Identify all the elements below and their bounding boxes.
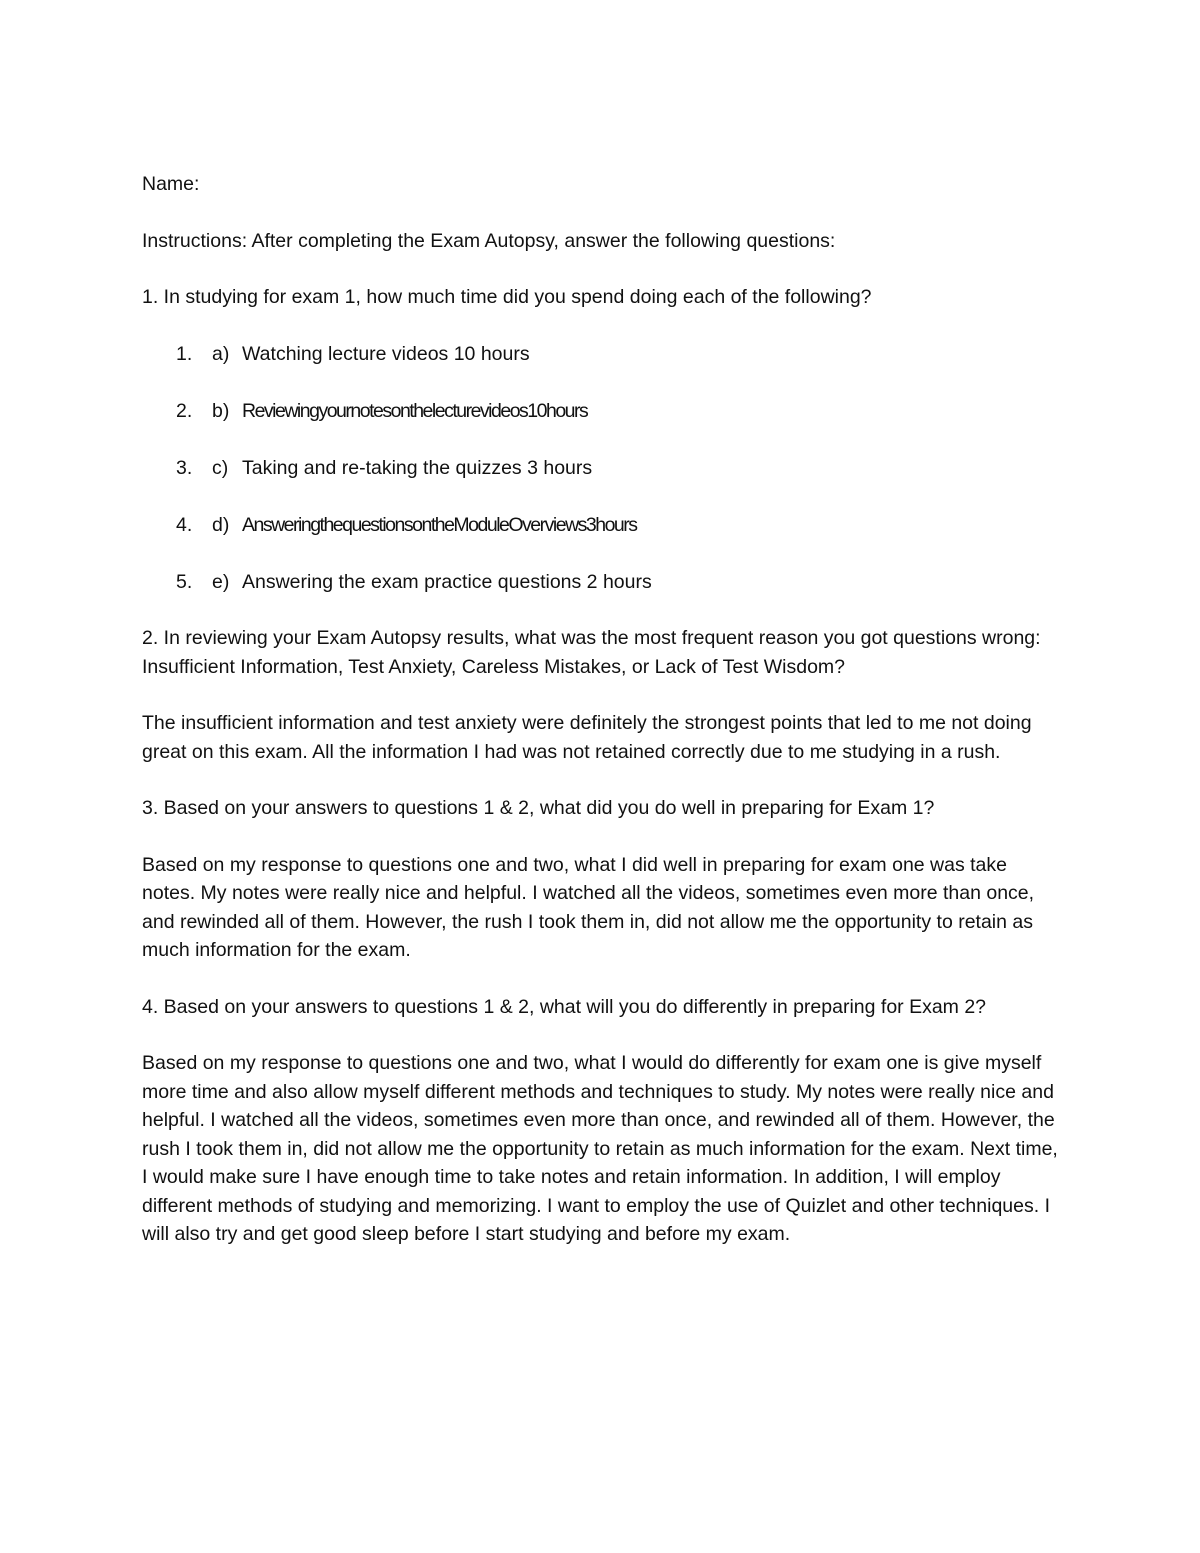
list-item xyxy=(142,340,1062,369)
list-item xyxy=(142,511,1062,540)
list-item-number: 1. xyxy=(176,342,193,365)
list-item-letter: d) xyxy=(212,513,230,536)
instructions: Instructions: After completing the Exam Autopsy, answer the following questions: xyxy=(142,229,836,252)
list-item-number: 5. xyxy=(176,570,193,593)
answer-4: Based on my response to questions one and two, what I would do differently for exam one is give myself more time and also allow myself different methods and techniques to study. My notes were really nice and helpful. I watched all the videos, sometimes even more than once, and rewinded all of them. However, the rush I took them in, did not allow me the opportunity to retain as much information for the exam. Next time, I would make sure I have enough time to take notes and retain information. In addition, I will employ different methods of studying and memorizing. I want to employ the use of Quizlet and other techniques. I will also try and get good sleep before I start studying and before my exam. xyxy=(142,1052,1058,1245)
list-item-text: Watching lecture videos 10 hours xyxy=(242,342,530,365)
question-3: 3. Based on your answers to questions 1 & 2, what did you do well in preparing for Exam 1? xyxy=(142,797,935,819)
list-item-text: Answering the exam practice questions 2 hours xyxy=(242,570,652,593)
question-1: 1. In studying for exam 1, how much time did you spend doing each of the following? xyxy=(142,286,872,308)
time-spent-list xyxy=(142,340,1062,597)
name-label: Name: xyxy=(142,173,200,195)
list-item-number: 3. xyxy=(176,456,193,479)
list-item-letter: a) xyxy=(212,342,230,365)
list-item-text: AnsweringthequestionsontheModuleOverviews3hours xyxy=(242,513,637,536)
list-item-number: 2. xyxy=(176,399,193,422)
list-item-letter: e) xyxy=(212,570,230,593)
question-2: 2. In reviewing your Exam Autopsy results, what was the most frequent reason you got questions wrong: Insufficient Information, Test Anxiety, Careless Mistakes, or Lack of Test Wisdom? xyxy=(142,627,1041,678)
list-item xyxy=(142,454,1062,483)
document-body xyxy=(142,170,1062,1277)
list-item-number: 4. xyxy=(176,513,193,536)
list-item-letter: b) xyxy=(212,399,230,422)
answer-3: Based on my response to questions one and two, what I did well in preparing for exam one was take notes. My notes were really nice and helpful. I watched all the videos, sometimes even more than once, and rewinded all of them. However, the rush I took them in, did not allow me the opportunity to retain as much information for the exam. xyxy=(142,853,1035,961)
list-item xyxy=(142,568,1062,597)
question-4: 4. Based on your answers to questions 1 & 2, what will you do differently in preparing for Exam 2? xyxy=(142,995,987,1018)
answer-2: The insufficient information and test anxiety were definitely the strongest points that led to me not doing great on this exam. All the information I had was not retained correctly due to me studying in a rush. xyxy=(142,712,1032,763)
list-item-text: Taking and re-taking the quizzes 3 hours xyxy=(242,456,593,479)
list-item-letter: c) xyxy=(212,456,229,479)
list-item-text: Reviewingyournotesonthelecturevideos10hours xyxy=(242,399,588,422)
list-item xyxy=(142,397,1062,426)
